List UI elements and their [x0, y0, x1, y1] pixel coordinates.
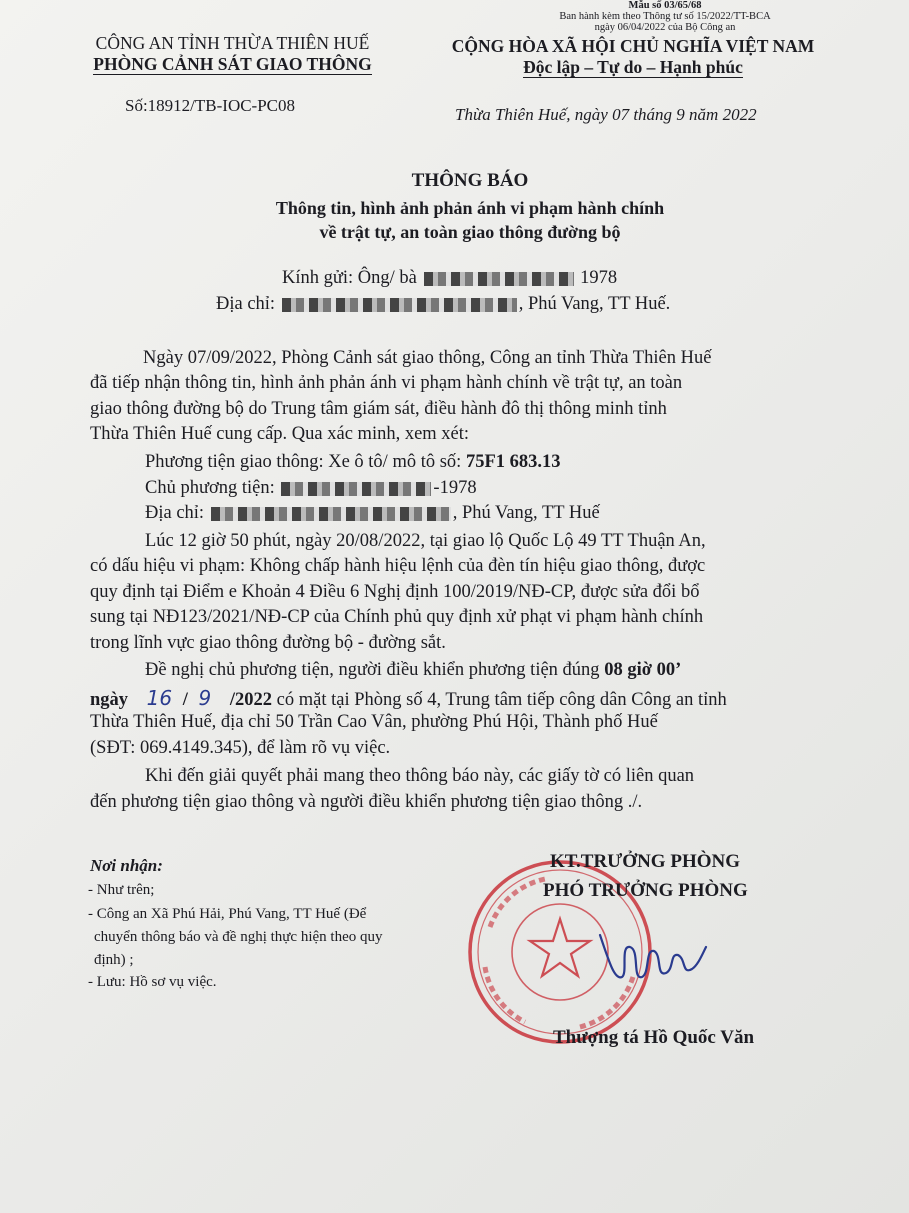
form-note-line1: Ban hành kèm theo Thông tư số 15/2022/TT-BCA	[559, 11, 771, 22]
p3-line4: (SĐT: 069.4149.345), để làm rõ vụ việc.	[90, 738, 391, 758]
greeting-suffix: 1978	[580, 268, 618, 288]
p2-line4: sung tại NĐ123/2021/NĐ-CP của Chính phủ quy định xử phạt vi phạm hành chính	[90, 607, 704, 627]
subtitle-line2-text: về trật tự, an toàn giao thông đường bộ	[319, 222, 621, 242]
handwritten-month: 9	[198, 686, 212, 710]
recipient-item-2-line2: chuyển thông báo và đề nghị thực hiện theo quy	[94, 929, 383, 945]
agency-header	[60, 33, 405, 75]
form-code: Mẫu số 03/65/68	[628, 0, 702, 11]
p3-line2-text: có mặt tại Phòng số 4, Trung tâm tiếp công dân Công an tỉnh	[276, 690, 727, 710]
owner-address-suffix: , Phú Vang, TT Huế	[452, 503, 600, 523]
country-header	[418, 36, 848, 78]
address-suffix: , Phú Vang, TT Huế.	[518, 294, 671, 314]
p4-line1: Khi đến giải quyết phải mang theo thông báo này, các giấy tờ có liên quan	[145, 766, 695, 786]
p2-line2: có dấu hiệu vi phạm: Không chấp hành hiệu lệnh của đèn tín hiệu giao thông, được	[90, 556, 706, 576]
p3-line3: Thừa Thiên Huế, địa chỉ 50 Trần Cao Vân, phường Phú Hội, Thành phố Huế	[90, 712, 658, 732]
handwritten-day: 16	[146, 686, 173, 710]
form-note-line2: ngày 06/04/2022 của Bộ Công an	[594, 22, 736, 33]
recipient-item-3: - Lưu: Hồ sơ vụ việc.	[88, 974, 217, 990]
agency-line1: CÔNG AN TỈNH THỪA THIÊN HUẾ	[95, 33, 370, 53]
p2-line1: Lúc 12 giờ 50 phút, ngày 20/08/2022, tại giao lộ Quốc Lộ 49 TT Thuận An,	[145, 531, 706, 551]
recipient-item-2-line3: định) ;	[94, 952, 134, 968]
vehicle-plate: 75F1 683.13	[465, 452, 561, 472]
owner-suffix: -1978	[433, 478, 477, 498]
appointment-time: 08 giờ 00’	[604, 660, 682, 680]
p3-line1	[145, 660, 681, 681]
p3-line2	[90, 686, 727, 711]
form-note	[520, 0, 810, 33]
redacted-owner	[281, 482, 431, 496]
reference-number: Số:18912/TB-IOC-PC08	[125, 96, 296, 115]
recipient-item-1: - Như trên;	[88, 882, 155, 898]
owner-label: Chủ phương tiện:	[145, 478, 275, 498]
signer-name: Thượng tá Hồ Quốc Văn	[553, 1027, 755, 1048]
subtitle-line2	[0, 222, 909, 243]
agency-line2-wrap	[60, 54, 405, 75]
redacted-name	[424, 272, 574, 286]
vehicle-line	[145, 452, 561, 473]
document-title: THÔNG BÁO	[411, 170, 529, 191]
p4-line2: đến phương tiện giao thông và người điều khiển phương tiện giao thông ./.	[90, 792, 643, 812]
owner-line	[145, 478, 477, 499]
p2-line3: quy định tại Điểm e Khoản 4 Điều 6 Nghị định 100/2019/NĐ-CP, được sửa đổi bổ	[90, 582, 700, 602]
p1-line4: Thừa Thiên Huế cung cấp. Qua xác minh, xem xét:	[90, 424, 470, 444]
handwritten-signature	[590, 925, 710, 995]
agency-line2: PHÒNG CẢNH SÁT GIAO THÔNG	[93, 54, 372, 74]
owner-address-label: Địa chỉ:	[145, 503, 205, 523]
day-label: ngày	[90, 690, 129, 710]
redacted-address	[282, 298, 517, 312]
country-name: CỘNG HÒA XÃ HỘI CHỦ NGHĨA VIỆT NAM	[451, 36, 815, 56]
motto: Độc lập – Tự do – Hạnh phúc	[523, 57, 743, 77]
p1-line3: giao thông đường bộ do Trung tâm giám sát, điều hành đô thị thông minh tỉnh	[90, 399, 667, 419]
subtitle-line1: Thông tin, hình ảnh phản ánh vi phạm hành chính	[275, 198, 665, 218]
vehicle-label: Phương tiện giao thông: Xe ô tô/ mô tô số:	[145, 452, 462, 472]
p2-line5: trong lĩnh vực giao thông đường bộ - đường sắt.	[90, 633, 446, 653]
stamp-star-icon	[530, 919, 590, 976]
p1-line1: Ngày 07/09/2022, Phòng Cảnh sát giao thông, Công an tỉnh Thừa Thiên Huế	[143, 348, 712, 368]
motto-wrap	[418, 57, 848, 78]
owner-address-line	[145, 503, 600, 524]
p1-line2: đã tiếp nhận thông tin, hình ảnh phản ánh vi phạm hành chính về trật tự, an toàn	[90, 373, 683, 393]
appointment-year: /2022	[229, 690, 273, 710]
redacted-owner-address	[211, 507, 451, 521]
address-label: Địa chỉ:	[216, 294, 276, 314]
greeting-label: Kính gửi: Ông/ bà	[282, 268, 417, 288]
signature-title-1: KT.TRƯỞNG PHÒNG	[550, 851, 740, 872]
signature-title-2: PHÓ TRƯỞNG PHÒNG	[543, 880, 748, 901]
greeting-line	[282, 268, 617, 289]
date-separator: /	[182, 690, 188, 710]
recipients-heading: Nơi nhận:	[90, 856, 163, 875]
recipient-item-2-line1: - Công an Xã Phú Hải, Phú Vang, TT Huế (Để	[88, 906, 367, 922]
dateline: Thừa Thiên Huế, ngày 07 tháng 9 năm 2022	[455, 105, 757, 124]
p3-line1-text: Đề nghị chủ phương tiện, người điều khiển phương tiện đúng	[145, 660, 600, 680]
address-line	[216, 294, 670, 315]
